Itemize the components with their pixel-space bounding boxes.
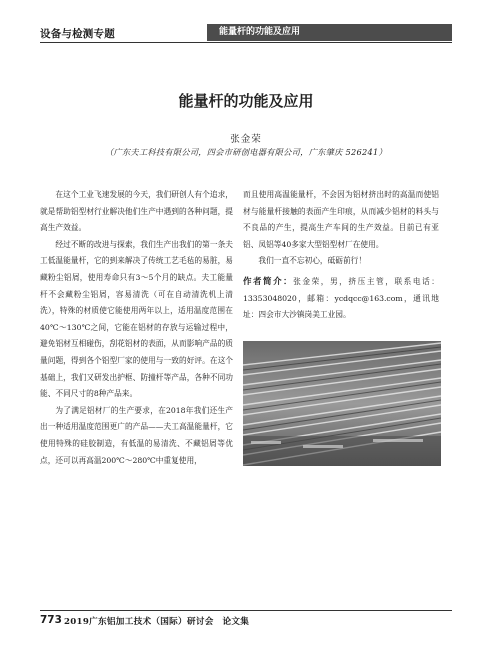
running-title: 能量杆的功能及应用 xyxy=(207,24,452,41)
article-title: 能量杆的功能及应用 xyxy=(178,92,314,110)
body-paragraph: 而且使用高温能量杆，不会因为铝材挤出时的高温而使铝材与能量杆接触的表面产生印痕，从而减少铝材的料头与不良品的产生，提高生产车间的生产效益。目前已有亚铝、凤铝等40多家大型铝型材厂在使用。 xyxy=(243,190,439,249)
proceedings-title: 2019广东铝加工技术（国际）研讨会 论文集 xyxy=(64,617,250,627)
section-label: 设备与检测专题 xyxy=(40,28,115,40)
author-intro-text: 张金荣，男，挤压主管，联系电话：13353048020，邮箱：ycdqcc@163.com，通讯地址：四会市大沙镇岗美工业园。 xyxy=(243,276,439,320)
body-paragraph: 为了满足铝材厂的生产要求，在2018年我们还生产出一种适用温度范围更广的产品——夫工高温能量杆，它使用特殊的硅胶制造，有低温的易清洗、不藏铝屑等优点，还可以再高温200℃～280℃中重复使用， xyxy=(40,405,233,465)
author-intro-label: 作者简介： xyxy=(243,276,294,287)
running-header xyxy=(40,24,452,43)
page-footer xyxy=(40,610,452,627)
author-affiliation: （广东夫工科技有限公司，四会市研创电器有限公司，广东肇庆 526241） xyxy=(104,147,388,157)
stacked-aluminum-profiles-image xyxy=(243,341,441,466)
body-paragraph: 我们一直不忘初心，砥砺前行！ xyxy=(258,256,367,266)
right-column xyxy=(243,187,439,324)
body-paragraph: 经过不断的改进与探索，我们生产出我们的第一条夫工低温能量杆，它的到来解决了传统工艺毛毡的易脏，易藏粉尘铝屑，使用寿命只有3～5个月的缺点。夫工能量杆不会藏粉尘铝屑，容易清洗（可在自动清洗机上清洗），特殊的材质使它能使用两年以上，适用温度范围在40℃～130℃之间，它能在铝材的存放与运输过程中，避免铝材互相碰伤，刮花铝材的表面，从而影响产品的质量问题，得到各个铝型厂家的使用与一致的好评。在这个基础上，我们又研发出护框、防撞杆等产品，各种不同功能、不同尺寸的8种产品来。 xyxy=(40,239,233,399)
product-photo xyxy=(243,341,441,466)
page-number: 773 xyxy=(40,614,62,626)
left-column xyxy=(40,187,233,469)
author-name: 张金荣 xyxy=(230,134,262,145)
body-paragraph: 在这个工业飞速发展的今天，我们研创人有个追求，就是帮助铝型材行业解决他们生产中遇到的各种问题，提高生产效益。 xyxy=(40,190,233,233)
author-intro xyxy=(243,274,439,324)
